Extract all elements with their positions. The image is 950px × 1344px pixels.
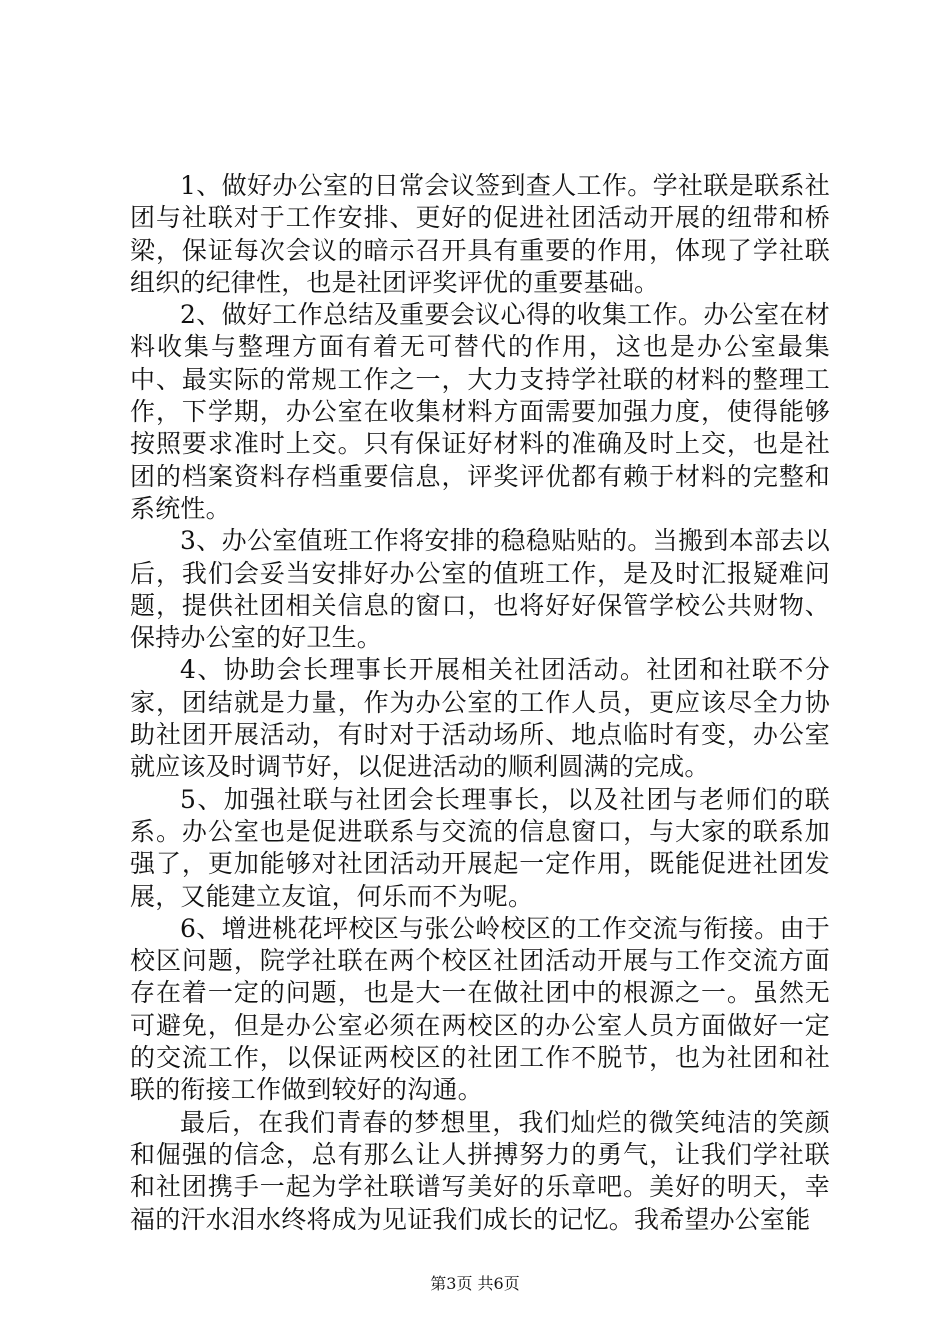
page-number-footer: 第3页 共6页: [430, 1274, 520, 1293]
paragraph-4: 4、协助会长理事长开展相关社团活动。社团和社联不分家，团结就是力量，作为办公室的工作人员，更应该尽全力协助社团开展活动，有时对于活动场所、地点临时有变，办公室就应该及时调节好，以促进活动的顺利圆满的完成。: [130, 655, 830, 782]
paragraph-1: 1、做好办公室的日常会议签到查人工作。学社联是联系社团与社联对于工作安排、更好的促进社团活动开展的纽带和桥梁，保证每次会议的暗示召开具有重要的作用，体现了学社联组织的纪律性，也是社团评奖评优的重要基础。: [130, 171, 830, 297]
paragraph-3: 3、办公室值班工作将安排的稳稳贴贴的。当搬到本部去以后，我们会妥当安排好办公室的值班工作，是及时汇报疑难问题，提供社团相关信息的窗口，也将好好保管学校公共财物、保持办公室的好卫生。: [130, 526, 830, 653]
document-body: [130, 170, 830, 1236]
paragraph-2: 2、做好工作总结及重要会议心得的收集工作。办公室在材料收集与整理方面有着无可替代的作用，这也是办公室最集中、最实际的常规工作之一，大力支持学社联的材料的整理工作，下学期，办公室在收集材料方面需要加强力度，使得能够按照要求准时上交。只有保证好材料的准确及时上交，也是社团的档案资料存档重要信息，评奖评优都有赖于材料的完整和系统性。: [130, 300, 830, 523]
paragraph-closing: 最后，在我们青春的梦想里，我们灿烂的微笑纯洁的笑颜和倔强的信念，总有那么让人拼搏努力的勇气，让我们学社联和社团携手一起为学社联谱写美好的乐章吧。美好的明天，幸福的汗水泪水终将成为见证我们成长的记忆。我希望办公室能: [130, 1107, 830, 1234]
paragraph-6: 6、增进桃花坪校区与张公岭校区的工作交流与衔接。由于校区问题，院学社联在两个校区社团活动开展与工作交流方面存在着一定的问题，也是大一在做社团中的根源之一。虽然无可避免，但是办公室必须在两校区的办公室人员方面做好一定的交流工作，以保证两校区的社团工作不脱节，也为社团和社联的衔接工作做到较好的沟通。: [130, 913, 830, 1105]
paragraph-5: 5、加强社联与社团会长理事长，以及社团与老师们的联系。办公室也是促进联系与交流的信息窗口，与大家的联系加强了，更加能够对社团活动开展起一定作用，既能促进社团发展，又能建立友谊，何乐而不为呢。: [130, 784, 830, 911]
